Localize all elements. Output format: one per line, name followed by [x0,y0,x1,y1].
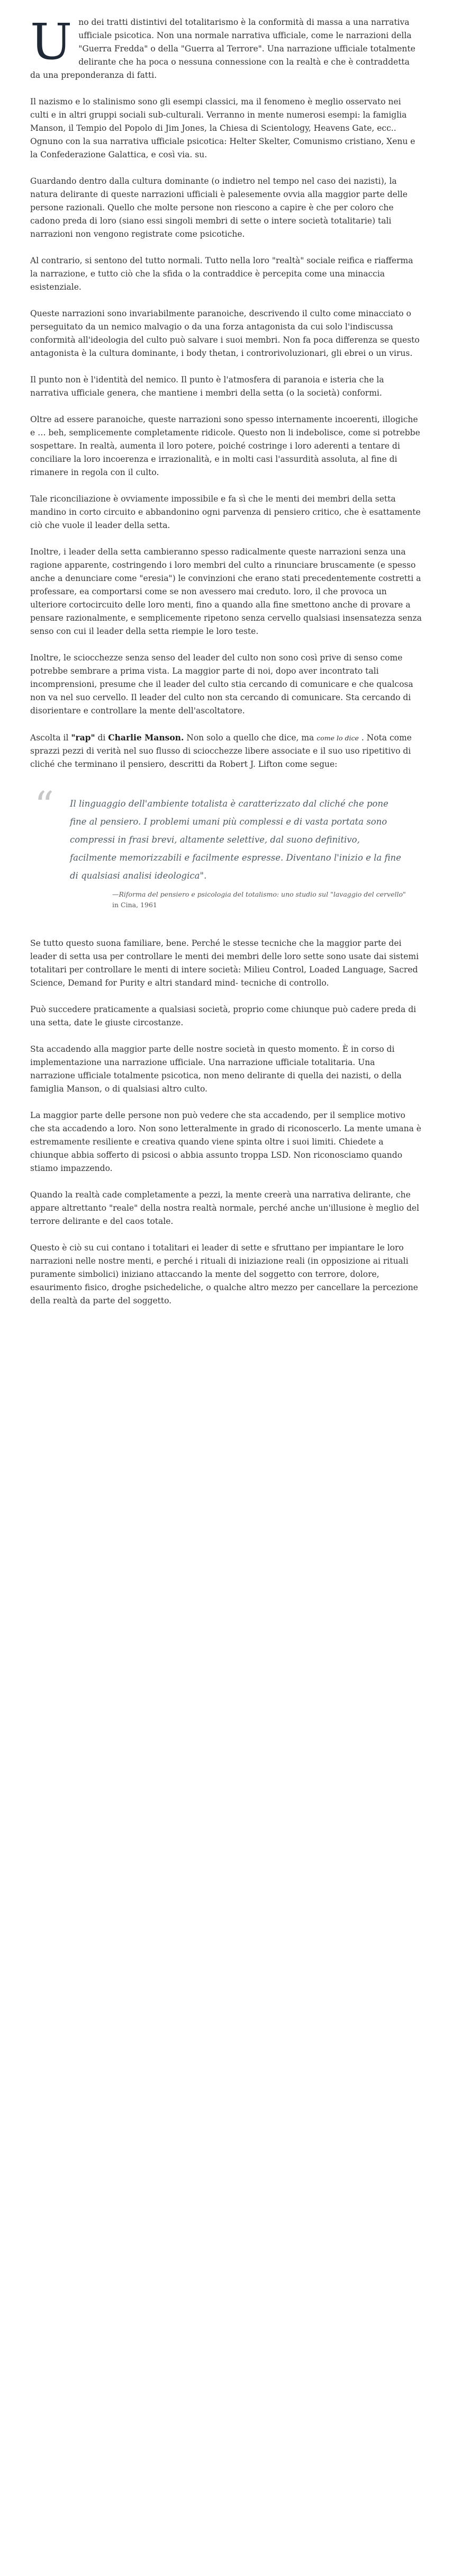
listen-prefix: Ascolta il [30,733,71,743]
charlie-manson-link[interactable]: Charlie Manson. [108,732,184,743]
paragraph: Se tutto questo suona familiare, bene. Perché le stesse tecniche che la maggior parte dei leader di setta usa per controllare le menti dei membri delle loro sette sono usate dai sistemi totalitari per controllare le menti di intere società: Milieu Control, Loaded Language, Sacred Science, Demand for Purity e altri standard mind- tecniche di controllo. [30,938,419,988]
intro-text: no dei tratti distintivi del totalitarismo è la conformità di massa a una narrativa ufficiale psicotica. Non una normale narrativa ufficiale, come le narrazioni della "Guerra Fredda" o della "Guerra al Terrore". Una narrazione ufficiale totalmente delirante che ha poca o nessuna connessione con la realtà e che è contraddetta da una preponderanza di fatti. [30,17,415,80]
paragraph: Il nazismo e lo stalinismo sono gli esempi classici, ma il fenomeno è meglio osservato nei culti e in altri gruppi sociali sub-culturali. Verranno in mente numerosi esempi: la famiglia Manson, il Tempio del Popolo di Jim Jones, la Chiesa di Scientology, Heavens Gate, ecc.. Ognuno con la sua narrativa ufficiale psicotica: Helter Skelter, Comunismo cristiano, Xenu e la Confederazione Galattica, e così via. su. [30,97,415,159]
quote-mark-icon: “ [34,783,54,828]
paragraph: Questo è ciò su cui contano i totalitari ei leader di sette e sfruttano per impiantare le loro narrazioni nelle nostre menti, e perché i rituali di iniziazione reali (in opposizione ai rituali puramente simbolici) iniziano attaccando la mente del soggetto con terrore, dolore, esaurimento fisico, droghe psichedeliche, o qualche altro mezzo per cancellare la percezione della realtà da parte del soggetto. [30,1243,418,1305]
paragraph: Può succedere praticamente a qualsiasi società, proprio come chiunque può cadere preda di una setta, date le giuste circostanze. [30,1005,417,1027]
paragraph: La maggior parte delle persone non può vedere che sta accadendo, per il semplice motivo che sta accadendo a loro. Non sono letteralmente in grado di riconoscerlo. La mente umana è estremamente resiliente e creativa quando viene spinta oltre i suoi limiti. Chiedete a chiunque abbia sofferto di psicosi o abbia assunto troppa LSD. Non riconosciamo quando stiamo impazzendo. [30,1111,421,1173]
paragraph: Inoltre, le sciocchezze senza senso del leader del culto non sono così prive di senso come potrebbe sembrare a prima vista. La maggior parte di noi, dopo aver incontrato tali incomprensioni, presume che il leader del culto stia cercando di comunicare e che qualcosa non va nel suo cervello. Il leader del culto non sta cercando di comunicare. Sta cercando di disorientare e controllare la mente dell'ascoltatore. [30,653,413,715]
quote-source-title: Riforma del pensiero e psicologia del totalismo: uno studio sul "lavaggio del cervello" [119,890,406,898]
listen-of: di [95,733,109,743]
blockquote [30,784,422,916]
paragraph: Queste narrazioni sono invariabilmente paranoiche, descrivendo il culto come minacciato o perseguitato da un nemico malvagio o da una forza antagonista da cui solo l'indiscussa conformità all'ideologia del culto può salvare i suoi membri. Non fa poca differenza se questo antagonista è la cultura dominante, i body thetan, i controrivoluzionari, gli ebrei o un virus. [30,309,420,358]
paragraph: Tale riconciliazione è ovviamente impossibile e fa sì che le menti dei membri della setta mandino in corto circuito e abbandonino ogni parvenza di pensiero critico, che è esattamente ciò che vuole il leader della setta. [30,494,421,530]
quote-source-suffix: in Cina, 1961 [112,901,157,909]
paragraph: Oltre ad essere paranoiche, queste narrazioni sono spesso internamente incoerenti, illogiche e … beh, semplicemente completamente ridicole. Questo non li indebolisce, come si potrebbe sospettare. In realtà, aumenta il loro potere, poiché costringe i loro aderenti a tentare di conciliare la loro incoerenza e irrazionalità, e in molti casi l'assurdità assoluta, al fine di rimanere in regola con il culto. [30,415,420,477]
listen-paragraph [30,731,422,771]
rap-link[interactable]: "rap" [71,732,95,743]
paragraph: Guardando dentro dalla cultura dominante (o indietro nel tempo nel caso dei nazisti), la natura delirante di queste narrazioni ufficiali è palesemente ovvia alla maggior parte delle persone razionali. Quello che molte persone non riescono a capire è che per coloro che cadono preda di loro (siano essi singoli membri di sette o intere società totalitarie) tali narrazioni non vengono registrate come psicotiche. [30,176,408,239]
paragraph: Inoltre, i leader della setta cambieranno spesso radicalmente queste narrazioni senza una ragione apparente, costringendo i loro membri del culto a rinunciare bruscamente (e spesso anche a denunciare come "eresia") le convinzioni che erano stati precedentemente costretti a professare, ea comportarsi come se non avessero mai creduto. loro, il che provoca un ulteriore cortocircuito delle loro menti, fino a quando alla fine smettono anche di provare a pensare razionalmente, e semplicemente ripetono senza cervello qualsiasi insensatezza senza senso con cui il leader della setta riempie le loro teste. [30,547,422,636]
paragraph: Quando la realtà cade completamente a pezzi, la mente creerà una narrativa delirante, che appare altrettanto "reale" della nostra realtà normale, perché anche un'illusione è meglio del terrore delirante e del caos totale. [30,1190,420,1226]
article-body [30,0,422,1308]
come-lo-dice-emphasis: come lo dice [317,734,359,742]
quote-body: Il linguaggio dell'ambiente totalista è caratterizzato dal cliché che pone fine al pensiero. I problemi umani più complessi e di vasta portata sono compressi in frasi brevi, altamente selettive, dal suono definitivo, facilmente memorizzabili e facilmente espresse. Diventano l'inizio e la fine di qualsiasi analisi ideologica [70,799,401,881]
quote-tail: ". [200,871,207,881]
paragraph: Al contrario, si sentono del tutto normali. Tutto nella loro "realtà" sociale reifica e riafferma la narrazione, e tutto ciò che la sfida o la contraddice è percepita come una minaccia esistenziale. [30,256,413,292]
drop-cap-letter: U [30,13,73,71]
listen-middle: Non solo a quello che dice, ma [184,733,317,743]
paragraph: Sta accadendo alla maggior parte delle nostre società in questo momento. È in corso di implementazione una narrazione ufficiale. Una narrazione ufficiale totalitaria. Una narrazione ufficiale totalmente psicotica, non meno delirante di quella dei nazisti, o della famiglia Manson, o di qualsiasi altro culto. [30,1044,402,1094]
quote-text [70,795,406,885]
intro-paragraph [30,13,422,82]
quote-source [70,889,406,910]
quote-source-dash: — [112,890,119,898]
listen-rest: . Nota come sprazzi pezzi di verità nel suo flusso di sciocchezze libere associate e il suo uso ripetitivo di cliché che terminano il pensiero, descritti da Robert J. Lifton come segue: [30,733,412,769]
paragraph: Il punto non è l'identità del nemico. Il punto è l'atmosfera di paranoia e isteria che la narrativa ufficiale genera, che mantiene i membri della setta (o la società) conformi. [30,375,384,398]
